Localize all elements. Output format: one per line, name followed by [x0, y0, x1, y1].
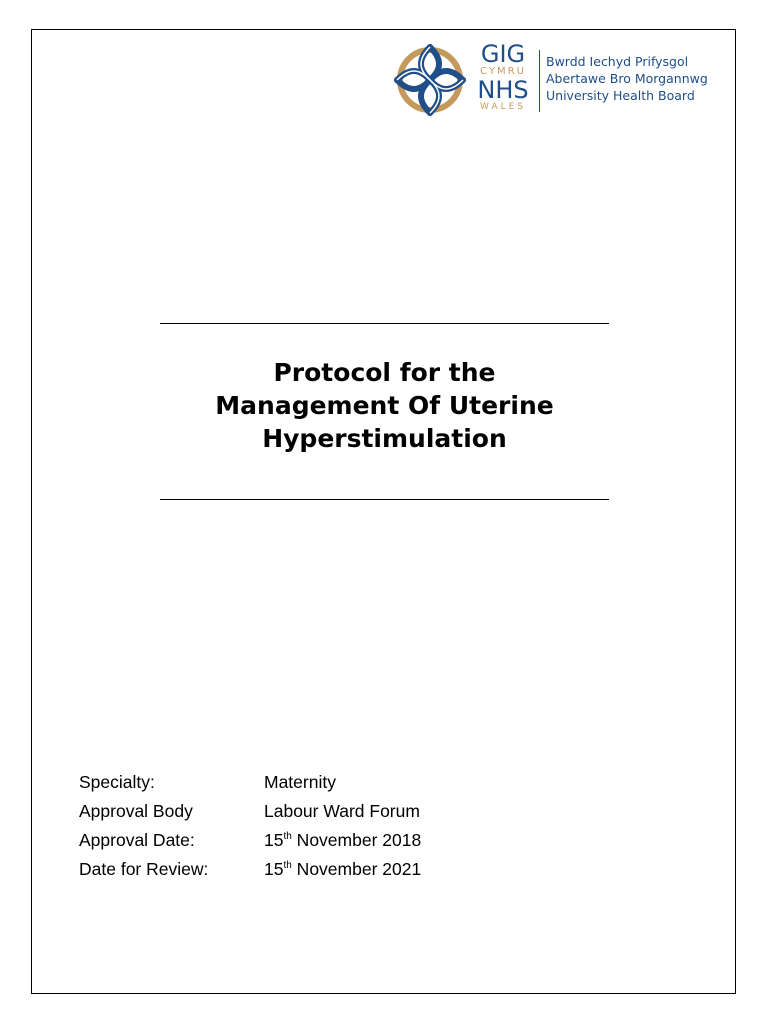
title-line: Hyperstimulation: [262, 424, 507, 453]
title-rule-top: [160, 323, 609, 324]
review-date-label: Date for Review:: [79, 859, 209, 879]
logo-gig-text: GIG: [480, 40, 526, 68]
metadata-row-approval-date: [79, 828, 579, 857]
approval-date-value: [264, 828, 421, 852]
approval-date-ordinal: th: [283, 831, 292, 842]
health-board-line: Abertawe Bro Morgannwg: [546, 71, 708, 86]
logo-cymru-text: CYMRU: [480, 66, 526, 77]
specialty-value: Maternity: [264, 772, 336, 792]
metadata-row-specialty: [79, 770, 579, 799]
document-metadata: [79, 770, 579, 886]
nhs-wales-logo: [393, 40, 728, 114]
title-line: Management Of Uterine: [215, 391, 554, 420]
review-date-value: [264, 857, 421, 881]
celtic-knot-icon: [393, 43, 467, 117]
health-board-line: Bwrdd Iechyd Prifysgol: [546, 54, 689, 69]
metadata-row-review-date: [79, 857, 579, 886]
specialty-label: Specialty:: [79, 772, 155, 792]
review-date-month-year: November 2021: [291, 859, 422, 879]
review-date-ordinal: th: [283, 860, 292, 871]
metadata-row-approval-body: [79, 799, 579, 828]
approval-body-value: Labour Ward Forum: [264, 801, 420, 821]
document-title: [160, 356, 609, 455]
logo-nhs-text: NHS: [477, 76, 529, 104]
logo-wales-text: WALES: [480, 102, 526, 112]
approval-date-day: 15: [264, 830, 284, 850]
health-board-name: [546, 53, 728, 104]
title-line: Protocol for the: [273, 358, 496, 387]
title-rule-bottom: [160, 499, 609, 500]
approval-date-month-year: November 2018: [291, 830, 422, 850]
approval-body-label: Approval Body: [79, 801, 193, 821]
approval-date-label: Approval Date:: [79, 830, 195, 850]
logo-divider: [539, 50, 540, 112]
health-board-line: University Health Board: [546, 88, 695, 103]
review-date-day: 15: [264, 859, 284, 879]
